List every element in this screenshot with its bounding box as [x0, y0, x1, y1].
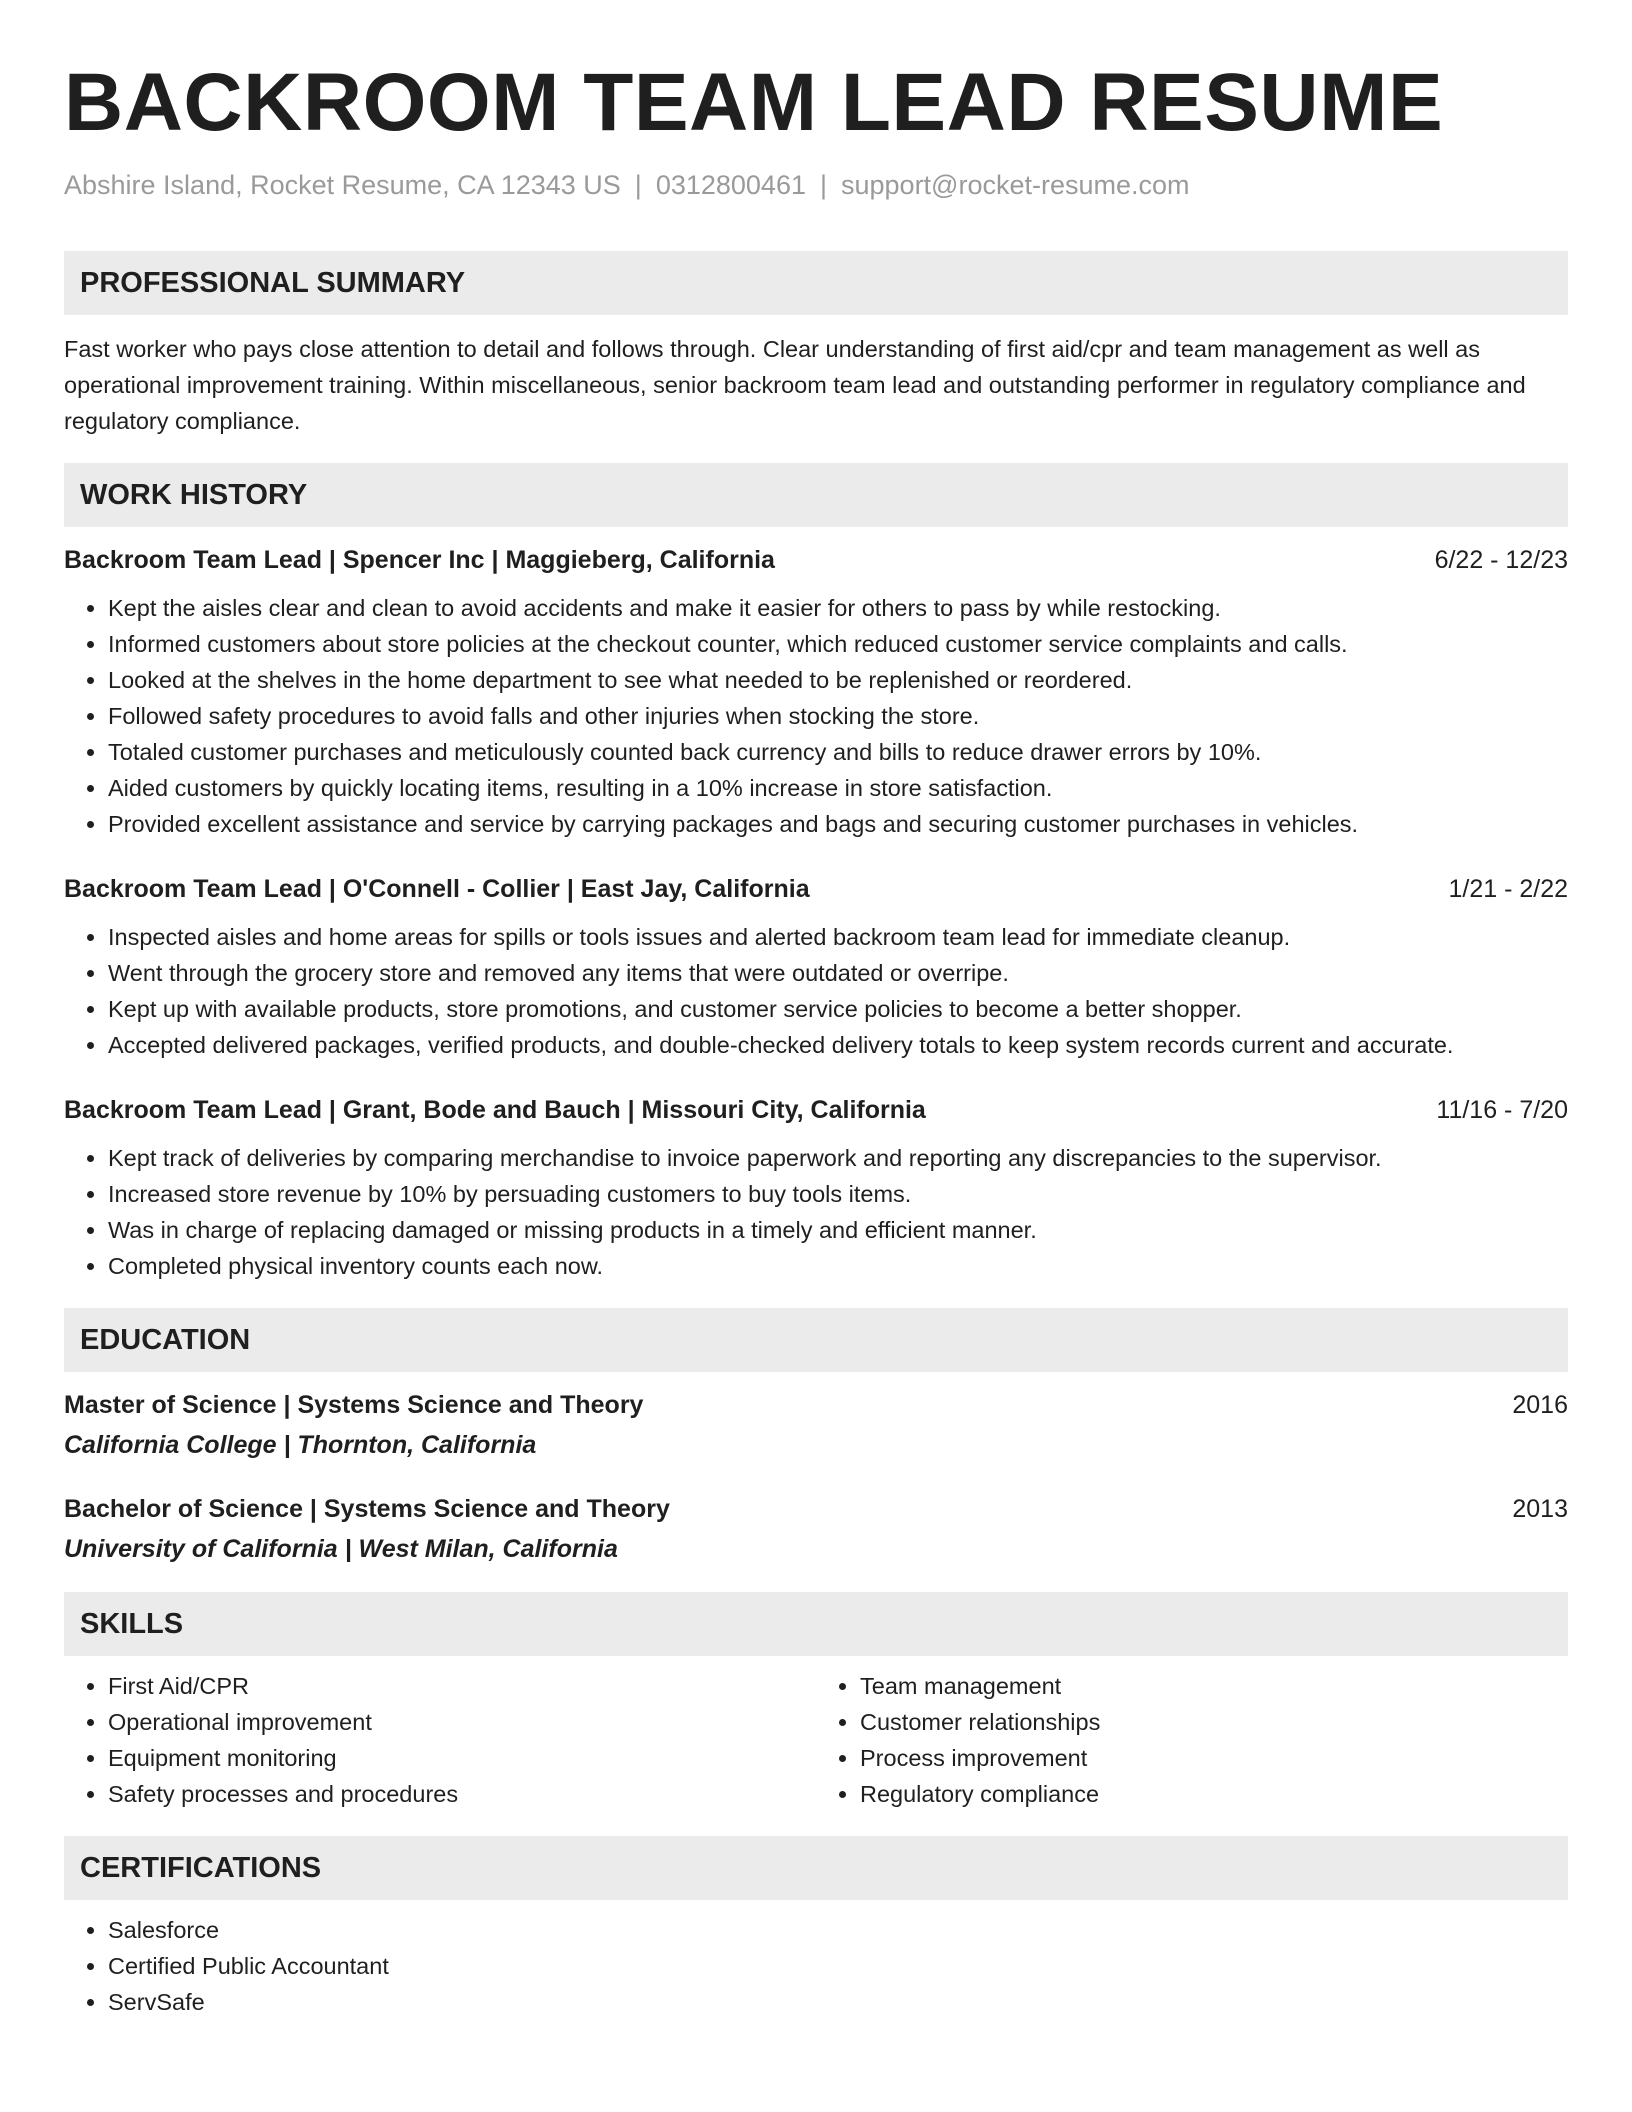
graduation-year: 2013	[1512, 1495, 1568, 1523]
job-entry	[64, 543, 1568, 842]
contact-separator: |	[634, 170, 642, 200]
section-header-summary: PROFESSIONAL SUMMARY	[64, 251, 1568, 315]
list-item: • Certified Public Accountant	[108, 1948, 1568, 1984]
job-bullets	[64, 590, 1568, 842]
list-item: • Aided customers by quickly locating items, resulting in a 10% increase in store satisfaction.	[108, 770, 1568, 806]
job-dates: 11/16 - 7/20	[1436, 1096, 1568, 1124]
list-item: • Followed safety procedures to avoid falls and other injuries when stocking the store.	[108, 698, 1568, 734]
job-header	[64, 1093, 1568, 1127]
skills-column-left	[64, 1668, 816, 1812]
list-item: • First Aid/CPR	[108, 1668, 816, 1704]
skills-column-right	[816, 1668, 1568, 1812]
resume-title: BACKROOM TEAM LEAD RESUME	[64, 57, 1444, 148]
list-item: • Customer relationships	[860, 1704, 1568, 1740]
contact-email: support@rocket-resume.com	[841, 170, 1190, 200]
job-bullets	[64, 919, 1568, 1063]
section-header-education: EDUCATION	[64, 1308, 1568, 1372]
list-item: • Kept track of deliveries by comparing merchandise to invoice paperwork and reporting any discrepancies to the supervisor.	[108, 1140, 1568, 1176]
list-item: • Process improvement	[860, 1740, 1568, 1776]
job-bullets	[64, 1140, 1568, 1284]
contact-line	[64, 168, 1568, 202]
school-name: University of California | West Milan, California	[64, 1535, 618, 1563]
degree-title: Bachelor of Science | Systems Science and Theory	[64, 1495, 670, 1523]
list-item: • Informed customers about store policies at the checkout counter, which reduced customer service complaints and calls.	[108, 626, 1568, 662]
list-item: • Provided excellent assistance and service by carrying packages and bags and securing customer purchases in vehicles.	[108, 806, 1568, 842]
list-item: • Totaled customer purchases and meticulously counted back currency and bills to reduce drawer errors by 10%.	[108, 734, 1568, 770]
list-item: • ServSafe	[108, 1984, 1568, 2020]
contact-address: Abshire Island, Rocket Resume, CA 12343 US	[64, 170, 621, 200]
summary-text: Fast worker who pays close attention to detail and follows through. Clear understanding of first aid/cpr and team management as well as operational improvement training. Within miscellaneous, senior backroom team lead and outstanding performer in regulatory compliance and regulatory compliance.	[64, 336, 1526, 434]
list-item: • Salesforce	[108, 1912, 1568, 1948]
education-entry	[64, 1492, 1568, 1566]
section-header-work-history: WORK HISTORY	[64, 463, 1568, 527]
graduation-year: 2016	[1512, 1391, 1568, 1419]
list-item: • Team management	[860, 1668, 1568, 1704]
list-item: • Kept up with available products, store promotions, and customer service policies to become a better shopper.	[108, 991, 1568, 1027]
school-name: California College | Thornton, California	[64, 1431, 537, 1459]
degree-title: Master of Science | Systems Science and Theory	[64, 1391, 644, 1419]
education-header	[64, 1492, 1568, 1526]
list-item: • Inspected aisles and home areas for spills or tools issues and alerted backroom team lead for immediate cleanup.	[108, 919, 1568, 955]
job-entry	[64, 872, 1568, 1063]
skills-grid	[64, 1668, 1568, 1812]
job-title: Backroom Team Lead | O'Connell - Collier | East Jay, California	[64, 875, 810, 903]
job-dates: 6/22 - 12/23	[1434, 546, 1568, 574]
list-item: • Kept the aisles clear and clean to avoid accidents and make it easier for others to pass by while restocking.	[108, 590, 1568, 626]
list-item: • Equipment monitoring	[108, 1740, 816, 1776]
job-entry	[64, 1093, 1568, 1284]
education-entry	[64, 1388, 1568, 1462]
list-item: • Looked at the shelves in the home department to see what needed to be replenished or reordered.	[108, 662, 1568, 698]
list-item: • Regulatory compliance	[860, 1776, 1568, 1812]
list-item: • Increased store revenue by 10% by persuading customers to buy tools items.	[108, 1176, 1568, 1212]
contact-separator: |	[819, 170, 827, 200]
list-item: • Accepted delivered packages, verified products, and double-checked delivery totals to keep system records current and accurate.	[108, 1027, 1568, 1063]
job-header	[64, 543, 1568, 577]
job-dates: 1/21 - 2/22	[1448, 875, 1568, 903]
list-item: • Went through the grocery store and removed any items that were outdated or overripe.	[108, 955, 1568, 991]
certifications-list	[64, 1912, 1568, 2020]
contact-phone: 0312800461	[655, 170, 806, 200]
list-item: • Was in charge of replacing damaged or missing products in a timely and efficient manner.	[108, 1212, 1568, 1248]
list-item: • Safety processes and procedures	[108, 1776, 816, 1812]
list-item: • Operational improvement	[108, 1704, 816, 1740]
job-title: Backroom Team Lead | Spencer Inc | Maggieberg, California	[64, 546, 775, 574]
list-item: • Completed physical inventory counts each now.	[108, 1248, 1568, 1284]
education-header	[64, 1388, 1568, 1422]
job-title: Backroom Team Lead | Grant, Bode and Bauch | Missouri City, California	[64, 1096, 926, 1124]
section-header-skills: SKILLS	[64, 1592, 1568, 1656]
section-header-certifications: CERTIFICATIONS	[64, 1836, 1568, 1900]
job-header	[64, 872, 1568, 906]
